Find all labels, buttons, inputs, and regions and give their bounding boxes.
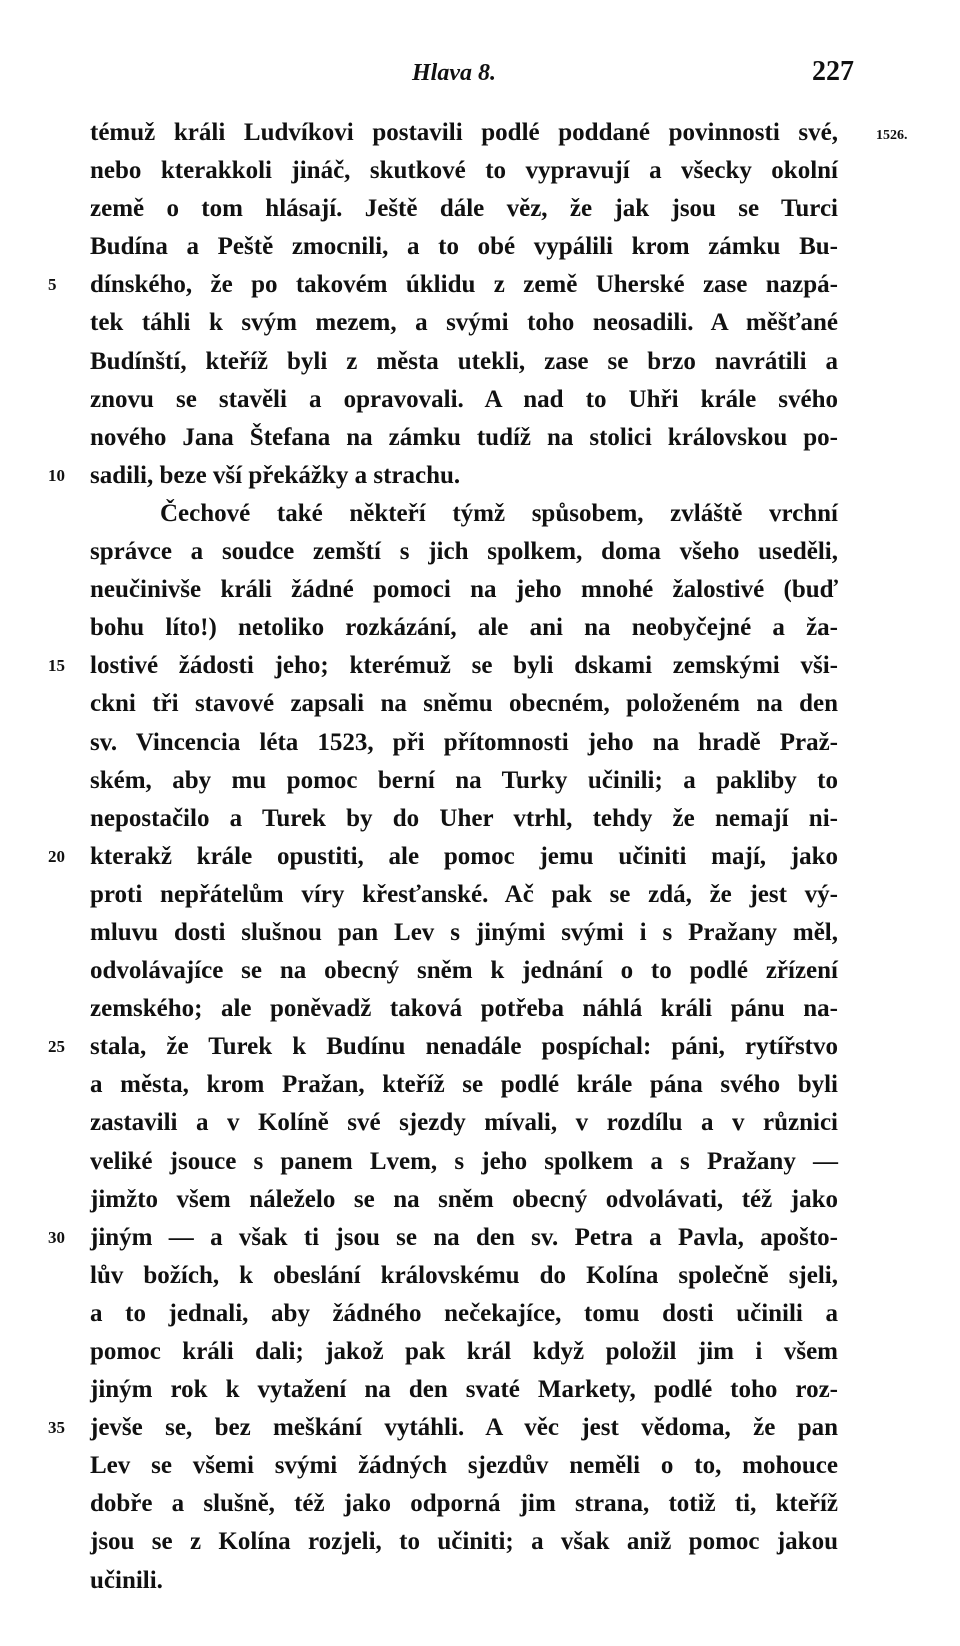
line-text: jiným rok k vytažení na den svaté Markety, podlé toho roz- <box>90 1376 838 1404</box>
line-text: nebo kterakkoli jináč, skutkové to vypravují a všecky okolní <box>90 157 838 185</box>
body-text <box>48 114 838 1600</box>
text-line <box>90 1371 838 1409</box>
line-text: učinili. <box>90 1566 163 1594</box>
text-line <box>90 762 838 800</box>
text-line <box>90 1104 838 1142</box>
line-text: Čechové také někteří týmž spůsobem, zvláště vrchní <box>160 499 838 527</box>
line-text: Lev se všemi svými žádných sjezdův neměli o to, mohouce <box>90 1452 838 1480</box>
line-text: jevše se, bez meškání vytáhli. A věc jest vědoma, že pan <box>90 1414 838 1442</box>
line-number: 15 <box>48 656 65 676</box>
line-text: odvolávajíce se na obecný sněm k jednání o to podlé zřízení <box>90 957 838 985</box>
line-text: lův božích, k obeslání královskému do Kolína společně sjeli, <box>90 1261 838 1289</box>
text-line <box>90 190 838 228</box>
line-text: stala, že Turek k Budínu nenadále pospíchal: páni, rytířstvo <box>90 1033 838 1061</box>
text-line <box>90 381 838 419</box>
line-text: zastavili a v Kolíně své sjezdy mívali, v rozdílu a v různici <box>90 1109 838 1137</box>
line-text: země o tom hlásají. Ještě dále věz, že jak jsou se Turci <box>90 195 838 223</box>
text-line <box>90 1257 838 1295</box>
line-number: 20 <box>48 846 65 866</box>
text-line <box>90 419 838 457</box>
line-number: 30 <box>48 1227 65 1247</box>
text-line <box>48 266 838 304</box>
line-text: dobře a slušně, též jako odporná jim strana, totiž ti, kteříž <box>90 1490 838 1518</box>
page-header <box>0 56 960 96</box>
line-text: jimžto všem náleželo se na sněm obecný odvolávati, též jako <box>90 1185 838 1213</box>
line-text: lostivé žádosti jeho; kterémuž se byli dskami zemskými vši- <box>90 652 838 680</box>
text-line <box>90 228 838 266</box>
text-line <box>90 1447 838 1485</box>
line-text: proti nepřátelům víry křesťanské. Ač pak se zdá, že jest vý- <box>90 880 838 908</box>
line-text: správce a soudce zemští s jich spolkem, doma všeho useděli, <box>90 538 838 566</box>
line-number: 25 <box>48 1037 65 1057</box>
text-line <box>90 914 838 952</box>
margin-year-note: 1526. <box>876 128 908 143</box>
line-text: neučinivše králi žádné pomoci na jeho mnohé žalostivé (buď <box>90 576 838 604</box>
text-line <box>90 990 838 1028</box>
line-text: mluvu dosti slušnou pan Lev s jinými svými i s Pražany měl, <box>90 918 838 946</box>
text-line <box>48 1219 838 1257</box>
line-text: znovu se stavěli a opravovali. A nad to Uhři krále svého <box>90 385 838 413</box>
text-line <box>90 1485 838 1523</box>
line-text: Budínští, kteříž byli z města utekli, zase se brzo navrátili a <box>90 347 838 375</box>
text-line <box>90 1181 838 1219</box>
line-number: 35 <box>48 1418 65 1438</box>
text-line <box>90 152 838 190</box>
text-line <box>90 1523 838 1561</box>
text-line <box>48 1409 838 1447</box>
text-line <box>90 114 838 152</box>
line-text: ckni tři stavové zapsali na sněmu obecném, položeném na den <box>90 690 838 718</box>
text-line <box>90 1562 838 1600</box>
line-text: Budína a Peště zmocnili, a to obé vypálili krom zámku Bu- <box>90 233 838 261</box>
text-line <box>90 343 838 381</box>
line-text: bohu líto!) netoliko rozkázání, ale ani na neobyčejné a ža- <box>90 614 838 642</box>
text-line <box>90 724 838 762</box>
text-line <box>48 1028 838 1066</box>
line-text: veliké jsouce s panem Lvem, s jeho spolkem a s Pražany — <box>90 1147 838 1175</box>
line-text: nepostačilo a Turek by do Uher vtrhl, tehdy že nemají ni- <box>90 804 838 832</box>
text-line <box>90 1143 838 1181</box>
line-text: jsou se z Kolína rozjeli, to učiniti; a však aniž pomoc jakou <box>90 1528 838 1556</box>
text-line <box>90 800 838 838</box>
line-text: a to jednali, aby žádného nečekajíce, tomu dosti učinili a <box>90 1299 838 1327</box>
line-text: kterakž krále opustiti, ale pomoc jemu učiniti mají, jako <box>90 842 838 870</box>
line-text: tek táhli k svým mezem, a svými toho neosadili. A měšťané <box>90 309 838 337</box>
text-line <box>90 571 838 609</box>
text-line <box>90 1333 838 1371</box>
text-line <box>48 647 838 685</box>
line-text: sv. Vincencia léta 1523, při přítomnosti jeho na hradě Praž- <box>90 728 838 756</box>
running-head: Hlava 8. <box>412 60 496 86</box>
text-line <box>90 1066 838 1104</box>
text-line <box>90 1295 838 1333</box>
page-number: 227 <box>812 56 854 87</box>
line-text: a města, krom Pražan, kteříž se podlé krále pána svého byli <box>90 1071 838 1099</box>
line-text: nového Jana Štefana na zámku tudíž na stolici královskou po- <box>90 423 838 451</box>
line-text: ském, aby mu pomoc berní na Turky učinili; a pakliby to <box>90 766 838 794</box>
text-line <box>90 609 838 647</box>
text-line <box>90 685 838 723</box>
line-text: dínského, že po takovém úklidu z země Uherské zase nazpá- <box>90 271 838 299</box>
line-text: jiným — a však ti jsou se na den sv. Petra a Pavla, apošto- <box>90 1223 838 1251</box>
text-line <box>90 304 838 342</box>
line-text: pomoc králi dali; jakož pak král když položil jim i všem <box>90 1338 838 1365</box>
text-line <box>90 952 838 990</box>
text-line <box>90 876 838 914</box>
line-number: 5 <box>48 275 57 295</box>
text-line <box>90 495 838 533</box>
line-text: zemského; ale poněvadž taková potřeba náhlá králi pánu na- <box>90 995 838 1023</box>
line-text: sadili, beze vší překážky a strachu. <box>90 461 461 489</box>
text-line <box>90 533 838 571</box>
text-line <box>48 457 838 495</box>
text-line <box>48 838 838 876</box>
line-number: 10 <box>48 465 65 485</box>
line-text: témuž králi Ludvíkovi postavili podlé poddané povinnosti své, <box>90 119 838 146</box>
